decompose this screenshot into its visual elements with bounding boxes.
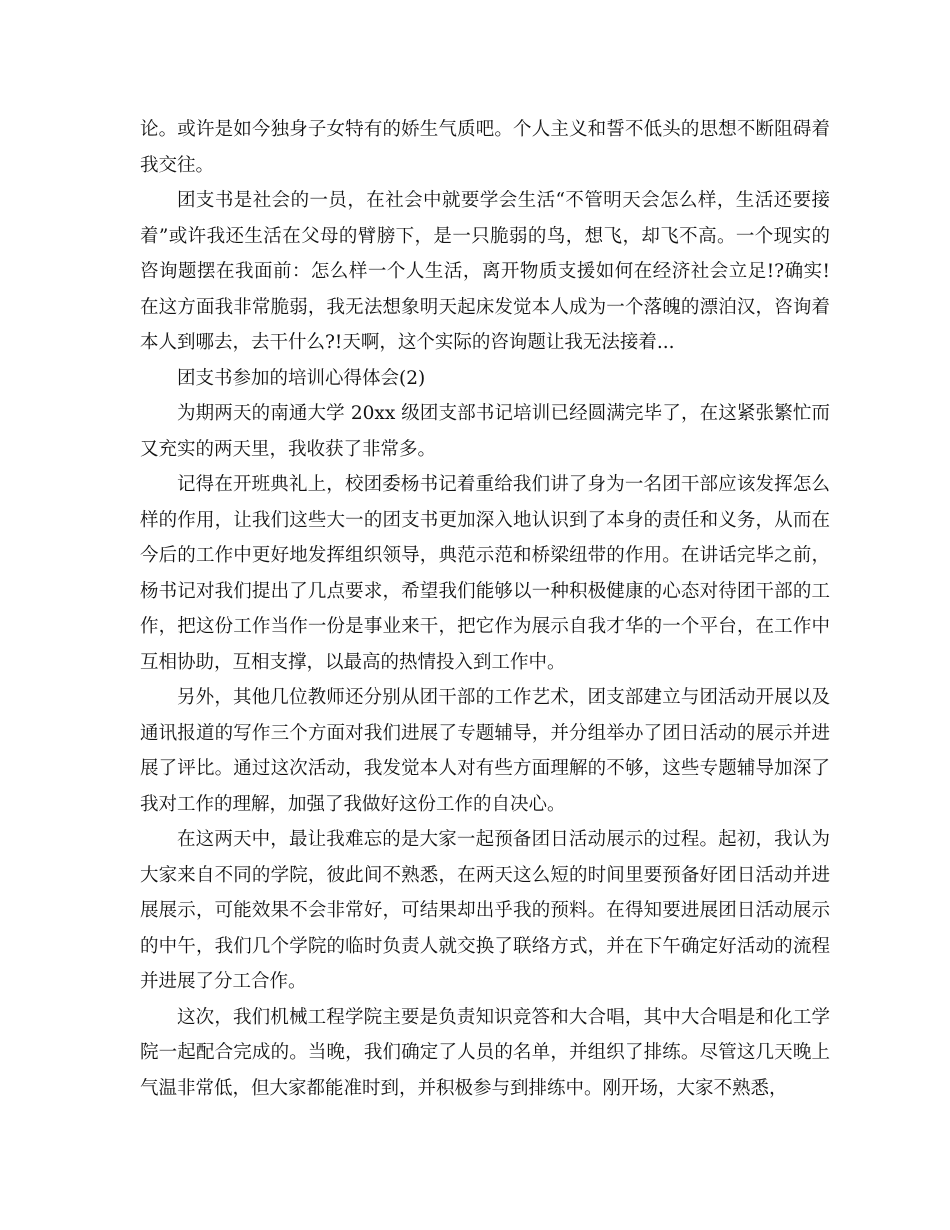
paragraph-opening-ceremony: 记得在开班典礼上，校团委杨书记着重给我们讲了身为一名团干部应该发挥怎么样的作用，让我们这些大一的团支书更加深入地认识到了本身的责任和义务，从而在今后的工作中更好地发挥组织领导，典范示范和桥梁纽带的作用。在讲话完毕之前，杨书记对我们提出了几点要求，希望我们能够以一种积极健康的心态对待团干部的工作，把这份工作当作一份是事业来干，把它作为展示自我才华的一个平台，在工作中互相协助，互相支撑，以最高的热情投入到工作中。 [140,474,830,673]
paragraph-continuation: 论。或许是如今独身子女特有的娇生气质吧。个人主义和誓不低头的思想不断阻碍着我交往。 [140,119,830,176]
paragraph-teachers: 另外，其他几位教师还分别从团干部的工作艺术，团支部建立与团活动开展以及通讯报道的写作三个方面对我们进展了专题辅导，并分组举办了团日活动的展示并进展了评比。通过这次活动，我发觉本人对有些方面理解的不够，这些专题辅导加深了我对工作的理解，加强了我做好这份工作的自决心。 [140,687,830,815]
section-heading: 团支书参加的培训心得体会(2) [177,367,426,389]
paragraph-training-intro: 为期两天的南通大学 20xx 级团支部书记培训已经圆满完毕了，在这紧张繁忙而又充实的两天里，我收获了非常多。 [140,403,830,460]
paragraph-society: 团支书是社会的一员，在社会中就要学会生活“不管明天会怎么样，生活还要接着”或许我还生活在父母的臂膀下，是一只脆弱的鸟，想飞，却飞不高。一个现实的咨询题摆在我面前：怎么样一个人生活，离开物质支援如何在经济社会立足!?确实!在这方面我非常脆弱，我无法想象明天起床发觉本人成为一个落魄的漂泊汉，咨询着本人到哪去，去干什么?!天啊，这个实际的咨询题让我无法接着... [140,190,830,353]
document-page [140,112,830,1106]
paragraph-preparation: 在这两天中，最让我难忘的是大家一起预备团日活动展示的过程。起初，我认为大家来自不同的学院，彼此间不熟悉，在两天这么短的时间里要预备好团日活动并进展展示，可能效果不会非常好，可结果却出乎我的预料。在得知要进展团日活动展示的中午，我们几个学院的临时负责人就交换了联络方式，并在下午确定好活动的流程并进展了分工合作。 [140,829,830,992]
paragraph-chorus: 这次，我们机械工程学院主要是负责知识竞答和大合唱，其中大合唱是和化工学院一起配合完成的。当晚，我们确定了人员的名单，并组织了排练。尽管这几天晚上气温非常低，但大家都能准时到，并积极参与到排练中。刚开场，大家不熟悉， [140,1006,830,1099]
